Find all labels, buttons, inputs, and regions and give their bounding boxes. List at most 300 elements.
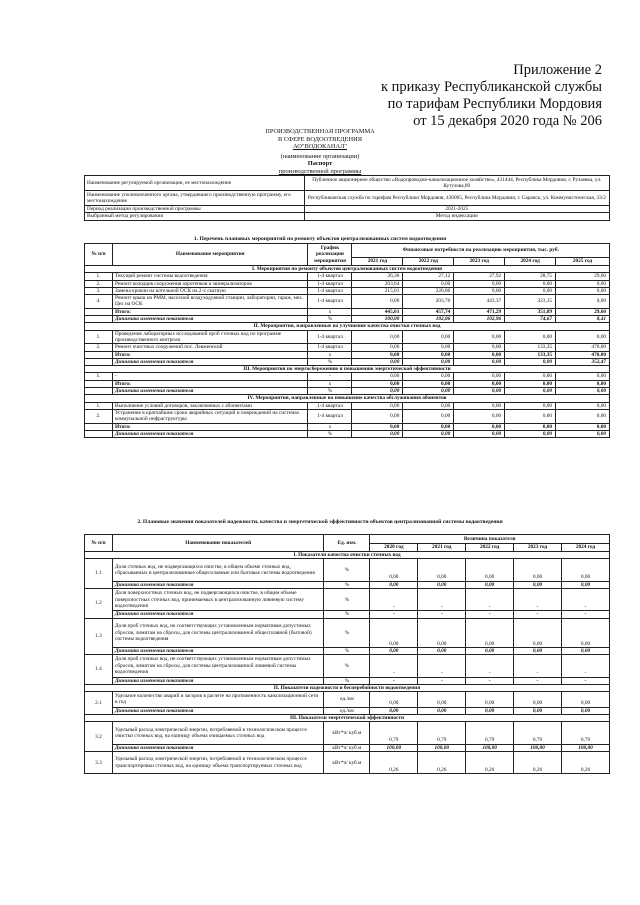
section-row (85, 552, 610, 559)
indicator-value: 0,00 (562, 559, 610, 581)
indicator-unit: % (324, 559, 370, 581)
indicator-value: - (370, 655, 418, 677)
section-title: I. Показатели качества очистки сточных вод (85, 552, 610, 559)
indicator-value: 0,00 (562, 618, 610, 647)
passport-label: Период реализации производственной программы (85, 206, 305, 213)
year-header: 2024 год (562, 544, 610, 552)
dynamics-value: 0,00 (370, 647, 418, 654)
table-row (85, 295, 610, 309)
indicator-row (85, 559, 610, 581)
dynamics-value: 0,00 (454, 430, 505, 437)
program-title-block (0, 128, 640, 176)
total-value: 0,00 (403, 380, 454, 387)
value-cell: 0,00 (556, 402, 610, 409)
dynamics-value: 0,00 (403, 388, 454, 395)
row-number: 1. (85, 273, 113, 280)
dynamics-value: - (466, 611, 514, 618)
passport-label: Выбранный метод регулирования (85, 213, 305, 220)
value-cell: 0,00 (454, 373, 505, 380)
empty-cell (85, 316, 113, 323)
total-unit: х (308, 351, 352, 358)
total-row (85, 380, 610, 387)
dynamics-value: 0,00 (514, 707, 562, 714)
total-row (85, 308, 610, 315)
dynamics-label: Динамика изменения показателя (112, 677, 324, 684)
dynamics-value: 0,00 (403, 430, 454, 437)
dynamics-unit: % (324, 581, 370, 588)
schedule-cell: 1-4 квартал (308, 330, 352, 344)
section-row (85, 684, 610, 691)
total-value: 0,00 (352, 351, 403, 358)
value-cell: 26,36 (352, 273, 403, 280)
value-cell: 0,00 (352, 409, 403, 423)
row-number: 1. (85, 330, 113, 344)
dynamics-label: Динамика изменения показателя (112, 388, 308, 395)
value-cell: 0,00 (403, 330, 454, 344)
passport-label: Наименование уполномоченного органа, утвердившего производственную программу, его местонахождение (85, 191, 305, 206)
indicator-value: 0,26 (418, 752, 466, 774)
measure-name: Ремонт крыш на РММ, насосной воздуходувной станции, лаборатории, гараж, мех. Цех на ОСК (112, 295, 308, 309)
dynamics-row (85, 744, 610, 751)
indicator-value: 0,79 (514, 722, 562, 744)
total-value: 0,00 (556, 423, 610, 430)
table-row (85, 409, 610, 423)
section-title: I. Мероприятия по ремонту объектов централизованных систем водоотведения (85, 266, 610, 273)
dynamics-unit: % (324, 647, 370, 654)
section-row (85, 366, 610, 373)
dynamics-label: Динамика изменения показателя (112, 581, 324, 588)
dynamics-value: 8,41 (556, 316, 610, 323)
measure-name: Замена кровли на котельной ОСК на 2-х скатную (112, 287, 308, 294)
dynamics-value: 0,00 (514, 647, 562, 654)
indicator-value: 0,79 (418, 722, 466, 744)
measure-name: Ремонт колодцев сооружения аэротенков и минерализаторов (112, 280, 308, 287)
dynamics-label: Динамика изменения показателя (112, 316, 308, 323)
value-cell: 203,76 (403, 295, 454, 309)
dynamics-value: 0,00 (370, 581, 418, 588)
dynamics-value: 100,00 (562, 744, 610, 751)
value-cell: 0,00 (505, 402, 556, 409)
indicators-table (84, 534, 610, 774)
value-cell: 28,75 (505, 273, 556, 280)
empty-cell (85, 308, 113, 315)
indicator-value: - (562, 588, 610, 610)
empty-cell (85, 351, 113, 358)
total-label: Итого: (112, 423, 308, 430)
col-header-num: № п/п (85, 244, 113, 266)
indicator-row (85, 618, 610, 647)
dynamics-row (85, 611, 610, 618)
dynamics-unit: ед./км (324, 707, 370, 714)
table-row (85, 280, 610, 287)
section-title: II. Показатели надежности и бесперебойности водоотведения (85, 684, 610, 691)
dynamics-unit: кВт*ч/ куб.м (324, 744, 370, 751)
year-header: 2024 год (505, 258, 556, 266)
total-value: 0,00 (352, 423, 403, 430)
dynamics-value: 0,00 (418, 707, 466, 714)
value-cell: 0,00 (454, 402, 505, 409)
dynamics-row (85, 388, 610, 395)
value-cell: 29,60 (556, 273, 610, 280)
dynamics-value: - (418, 677, 466, 684)
value-cell: 0,00 (352, 330, 403, 344)
indicator-unit: % (324, 588, 370, 610)
dynamics-value: - (370, 677, 418, 684)
value-cell: 0,00 (403, 373, 454, 380)
value-cell: 0,00 (556, 280, 610, 287)
section-row (85, 715, 610, 722)
indicator-row (85, 752, 610, 774)
dynamics-value: 0,00 (505, 430, 556, 437)
empty-cell (85, 430, 113, 437)
total-value: 0,00 (454, 423, 505, 430)
indicator-value: 0,00 (514, 618, 562, 647)
indicator-unit: ед./км (324, 692, 370, 708)
dynamics-value: 0,00 (454, 388, 505, 395)
value-cell: 0,00 (352, 344, 403, 351)
indicator-value: 0,00 (466, 559, 514, 581)
section-title: III. Показатели энергетической эффективности (85, 715, 610, 722)
indicator-value: 0,26 (514, 752, 562, 774)
value-cell: 0,00 (505, 330, 556, 344)
dynamics-value: 0,00 (505, 388, 556, 395)
year-header: 2023 год (514, 544, 562, 552)
total-value: 0,00 (403, 423, 454, 430)
dynamics-row (85, 647, 610, 654)
dynamics-row (85, 581, 610, 588)
table-row (85, 344, 610, 351)
year-header: 2022 год (403, 258, 454, 266)
dynamics-value: 0,00 (352, 430, 403, 437)
indicator-value: - (370, 588, 418, 610)
indicator-number: 1.3 (85, 618, 113, 654)
indicator-row (85, 722, 610, 744)
indicator-name: Доля сточных вод, не подвергающихся очистке, в общем объеме сточных вод, сбрасываемых в централизованные общесплавные или бытовые системы водоотведения (112, 559, 324, 581)
dynamics-unit: % (308, 430, 352, 437)
measure-name: Текущий ремонт системы водоотведения (112, 273, 308, 280)
dynamics-unit: % (308, 388, 352, 395)
indicator-value: - (418, 655, 466, 677)
passport-table (84, 175, 610, 221)
row-number: 4. (85, 295, 113, 309)
value-cell: 323,15 (505, 295, 556, 309)
col-header-unit: Ед. изм. (324, 535, 370, 552)
program-title: ПРОИЗВОДСТВЕННАЯ ПРОГРАММА (265, 128, 375, 135)
dynamics-value: 0,00 (505, 358, 556, 365)
plan-table (84, 243, 610, 438)
passport-row (85, 191, 610, 206)
indicator-value: 0,00 (466, 618, 514, 647)
dynamics-value: 102,96 (454, 316, 505, 323)
dynamics-value: 100,00 (352, 316, 403, 323)
total-value: 0,00 (352, 380, 403, 387)
indicator-value: 0,26 (466, 752, 514, 774)
dynamics-label: Динамика изменения показателя (112, 358, 308, 365)
col-header-num: № п/п (85, 535, 113, 552)
dynamics-value: - (562, 677, 610, 684)
dynamics-value: - (514, 611, 562, 618)
table-row (85, 287, 610, 294)
dynamics-value: - (466, 677, 514, 684)
total-value: 457,74 (403, 308, 454, 315)
value-cell: 0,00 (454, 280, 505, 287)
header-row (85, 244, 610, 258)
total-unit: х (308, 308, 352, 315)
col-header-value: Величина показателя (370, 535, 610, 544)
year-header: 2021 год (352, 258, 403, 266)
dynamics-value: 0,00 (466, 647, 514, 654)
indicator-value: 0,79 (370, 722, 418, 744)
value-cell: 0,00 (505, 409, 556, 423)
passport-value: Метод индексации (304, 213, 609, 220)
schedule-cell: 1-4 квартал (308, 287, 352, 294)
section-row (85, 266, 610, 273)
value-cell: 0,00 (454, 330, 505, 344)
indicator-name: Удельное количество аварий и засоров в расчете на протяженность канализационной сети в год (112, 692, 324, 708)
indicator-value: 0,00 (370, 559, 418, 581)
indicator-value: - (466, 588, 514, 610)
indicators-table-title: 2. Плановые значения показателей надежности, качества и энергетической эффективности объектов централизованной системы водоотведения (137, 519, 503, 525)
empty-cell (85, 358, 113, 365)
indicator-value: 0,00 (514, 559, 562, 581)
value-cell: 0,00 (352, 295, 403, 309)
indicator-value: 0,00 (370, 692, 418, 708)
year-header: 2022 год (466, 544, 514, 552)
total-value: 471,29 (454, 308, 505, 315)
schedule-cell: - (308, 373, 352, 380)
dynamics-unit: % (308, 316, 352, 323)
table-row (85, 273, 610, 280)
indicator-value: - (466, 655, 514, 677)
value-cell: 470,00 (556, 344, 610, 351)
total-label: Итого: (112, 351, 308, 358)
dynamics-label: Динамика изменения показателя (112, 707, 324, 714)
value-cell: 0,00 (556, 409, 610, 423)
program-subtitle: В СФЕРЕ ВОДООТВЕДЕНИЯ (277, 135, 363, 143)
passport-row (85, 176, 610, 191)
measure-name: - (112, 373, 308, 380)
indicator-number: 1.4 (85, 655, 113, 685)
passport-value: Республиканская служба по тарифам Республики Мордовия, 430005, Республика Мордовия, г. Саранск, ул. Коммунистическая, 33/2 (304, 191, 609, 206)
indicator-number: 2.1 (85, 692, 113, 715)
row-number: 1. (85, 402, 113, 409)
indicator-number: 3.2 (85, 722, 113, 752)
dynamics-value: 0,00 (562, 647, 610, 654)
section-row (85, 323, 610, 330)
value-cell: 0,00 (403, 280, 454, 287)
value-cell: 0,00 (352, 402, 403, 409)
indicator-value: - (418, 588, 466, 610)
value-cell: 0,00 (454, 287, 505, 294)
year-header: 2020 год (370, 544, 418, 552)
dynamics-unit: % (308, 358, 352, 365)
dynamics-unit: % (324, 677, 370, 684)
table-row (85, 330, 610, 344)
indicator-number: 3.3 (85, 752, 113, 774)
value-cell: 203,64 (352, 280, 403, 287)
empty-cell (85, 380, 113, 387)
dynamics-value: 100,00 (514, 744, 562, 751)
col-header-schedule: График реализации мероприятия (308, 244, 352, 266)
total-value: 470,00 (556, 351, 610, 358)
indicator-value: 0,79 (562, 722, 610, 744)
section-title: III. Мероприятия по энергосбережению и повышению энергетической эффективности (85, 366, 610, 373)
dynamics-label: Динамика изменения показателя (112, 611, 324, 618)
indicator-unit: кВт*ч/ куб.м (324, 752, 370, 774)
dynamics-row (85, 707, 610, 714)
dynamics-value: 74,67 (505, 316, 556, 323)
value-cell: 0,00 (403, 344, 454, 351)
dynamics-value: 0,00 (454, 358, 505, 365)
dynamics-value: 100,00 (466, 744, 514, 751)
dynamics-value: 0,00 (466, 707, 514, 714)
appendix-line: Приложение 2 (513, 62, 602, 78)
indicator-value: 0,00 (370, 618, 418, 647)
dynamics-value: 0,00 (418, 647, 466, 654)
indicator-name: Доля проб сточных вод, не соответствующих установленным нормативам допустимых сбросов, лимитам на сбросы, для системы централизованной общесплавной (бытовой) системы водоотведения (112, 618, 324, 647)
value-cell: 226,86 (403, 287, 454, 294)
dynamics-value: 352,47 (556, 358, 610, 365)
indicator-name: Доля поверхностных сточных вод, не подвергающихся очистке, в общем объеме поверхностных сточных вод, принимаемых в централизованную ливневую систему водоотведения (112, 588, 324, 610)
row-number: 3. (85, 287, 113, 294)
dynamics-value: 0,00 (556, 430, 610, 437)
indicator-unit: кВт*ч/ куб.м (324, 722, 370, 744)
row-number: 2. (85, 409, 113, 423)
header-row (85, 535, 610, 544)
section-title: II. Мероприятия, направленные на улучшение качества очистки сточных вод (85, 323, 610, 330)
value-cell: 0,00 (454, 409, 505, 423)
row-number: 2. (85, 344, 113, 351)
dynamics-value: - (562, 611, 610, 618)
order-line: к приказу Республиканской службы (380, 79, 602, 95)
year-header: 2023 год (454, 258, 505, 266)
total-label: Итого: (112, 380, 308, 387)
value-cell: 443,37 (454, 295, 505, 309)
indicator-row (85, 588, 610, 610)
total-value: 445,01 (352, 308, 403, 315)
total-value: 351,89 (505, 308, 556, 315)
total-value: 0,00 (505, 380, 556, 387)
section-title: IV. Мероприятия, направленные на повышение качества обслуживания абонентов (85, 395, 610, 402)
dynamics-row (85, 677, 610, 684)
measure-name: Проведение лабораторных исследований проб сточных вод по программе производственного контроля (112, 330, 308, 344)
table-row (85, 373, 610, 380)
indicator-number: 1.2 (85, 588, 113, 618)
dynamics-label: Динамика изменения показателя (112, 647, 324, 654)
indicator-name: Удельный расход электрической энергии, потребляемой в технологическом процессе транспортировки сточных вод, на единицу объема транспортируемых сточных вод (112, 752, 324, 774)
total-value: 0,00 (454, 380, 505, 387)
value-cell: 0,00 (505, 373, 556, 380)
dynamics-value: 102,86 (403, 316, 454, 323)
value-cell: 0,00 (556, 295, 610, 309)
indicator-value: - (562, 655, 610, 677)
dynamics-value: 0,00 (556, 388, 610, 395)
col-header-finance: Финансовые потребности на реализацию мероприятия, тыс. руб. (352, 244, 610, 258)
passport-subtitle: производственной программы (278, 167, 362, 175)
schedule-cell: 1-4 квартал (308, 280, 352, 287)
value-cell: 215,01 (352, 287, 403, 294)
dynamics-row (85, 430, 610, 437)
section-row (85, 395, 610, 402)
dynamics-unit: % (324, 611, 370, 618)
indicator-row (85, 655, 610, 677)
agency-line: по тарифам Республики Мордовия (387, 96, 602, 112)
value-cell: 27,12 (403, 273, 454, 280)
dynamics-value: 0,00 (562, 581, 610, 588)
value-cell: 0,00 (556, 287, 610, 294)
dynamics-label: Динамика изменения показателя (112, 430, 308, 437)
total-value: 0,00 (505, 423, 556, 430)
value-cell: 0,00 (403, 409, 454, 423)
passport-row (85, 206, 610, 213)
total-row (85, 423, 610, 430)
value-cell: 0,00 (352, 373, 403, 380)
year-header: 2021 год (418, 544, 466, 552)
total-value: 133,35 (505, 351, 556, 358)
value-cell: 0,00 (505, 287, 556, 294)
value-cell: 0,00 (454, 344, 505, 351)
passport-title: Паспорт (307, 160, 333, 168)
schedule-cell: 1-4 квартал (308, 273, 352, 280)
total-unit: х (308, 423, 352, 430)
dynamics-value: - (514, 677, 562, 684)
measure-name: Устранение в кратчайшие сроки аварийных ситуаций и повреждений на системах коммунальной инфраструктуры (112, 409, 308, 423)
org-name: АО"ВОДОКАНАЛ" (292, 143, 348, 151)
dynamics-value: 0,00 (562, 707, 610, 714)
passport-row (85, 213, 610, 220)
indicator-value: 0,26 (370, 752, 418, 774)
value-cell: 27,92 (454, 273, 505, 280)
total-value: 29,60 (556, 308, 610, 315)
value-cell: 0,00 (556, 373, 610, 380)
dynamics-value: 0,00 (466, 581, 514, 588)
total-row (85, 351, 610, 358)
indicator-value: 0,26 (562, 752, 610, 774)
dynamics-value: - (370, 611, 418, 618)
total-label: Итого: (112, 308, 308, 315)
dynamics-value: 100,00 (370, 744, 418, 751)
indicator-name: Доля проб сточных вод, не соответствующих установленным нормативам допустимых сбросов, лимитам на сбросы, для системы централизованной ливневой системы водоотведения (112, 655, 324, 677)
indicator-value: 0,00 (418, 618, 466, 647)
total-value: 0,00 (556, 380, 610, 387)
indicator-unit: % (324, 618, 370, 647)
indicator-name: Удельный расход электрической энергии, потребляемой в технологическом процессе очистки сточных вод, на единицу объема очищаемых сточных вод (112, 722, 324, 744)
passport-label: Наименование регулируемой организации, ее местонахождение (85, 176, 305, 191)
schedule-cell: 1-4 квартал (308, 344, 352, 351)
row-number: 2. (85, 280, 113, 287)
org-caption: (наименование организации) (280, 152, 360, 160)
dynamics-row (85, 316, 610, 323)
indicator-unit: % (324, 655, 370, 677)
indicator-value: 0,00 (514, 692, 562, 708)
measure-name: Ремонт очистных сооружений пос. Левженский (112, 344, 308, 351)
dynamics-value: 0,00 (352, 388, 403, 395)
schedule-cell: 1-4 квартал (308, 409, 352, 423)
table-row (85, 402, 610, 409)
passport-value: Публичное акционерное общество «Водопроводно-канализационное хозяйство», 431444, Республика Мордовия, г. Рузаевка, ул. Кутузова,89 (304, 176, 609, 191)
dynamics-value: 0,00 (418, 581, 466, 588)
dynamics-value: 100,00 (418, 744, 466, 751)
order-header (312, 62, 602, 130)
value-cell: 0,00 (403, 402, 454, 409)
indicator-value: 0,00 (562, 692, 610, 708)
dynamics-label: Динамика изменения показателя (112, 744, 324, 751)
total-value: 0,00 (403, 351, 454, 358)
total-unit: х (308, 380, 352, 387)
measure-name: Выполнение условий договоров, заключенных с абонентами (112, 402, 308, 409)
dynamics-value: 0,00 (352, 358, 403, 365)
date-line: от 15 декабря 2020 года № 206 (413, 113, 602, 129)
